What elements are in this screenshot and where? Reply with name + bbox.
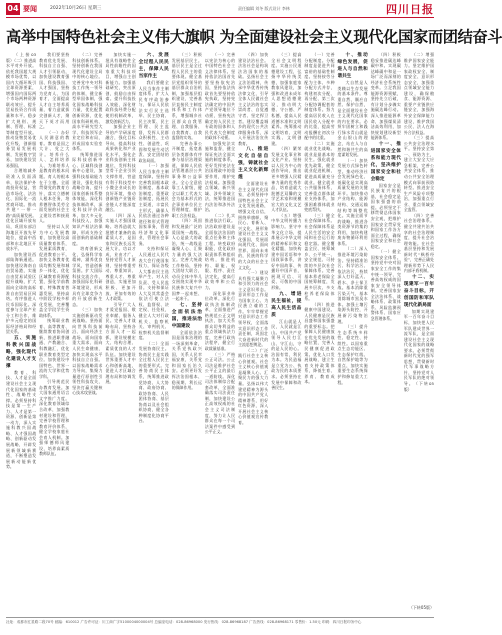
paragraph: 引导规范民办教育发展。加大国家通用语言文字推广力度。深化教育领域综合改革，加强教材建设和管理，完善学校管理和教育评价体系，健全学校家庭社会育人机制。加强师德师风建设，培养高素质教师队伍。 <box>39 379 70 457</box>
paragraph: （三）提升生态系统多样性、稳定性、持续性。以国家重点生态功能区、生态保护红线、自然保护地等为重点，加快实施重要生态系统保护和修复重大工程。 <box>337 324 368 385</box>
article-column <box>105 52 135 614</box>
paragraph: （一）加快发展方式绿色转型。推动经济社会发展绿色化、低碳化是实现高质量发展的关键环节。加快推动产业结构、能源结构、交通运输结构等调整优化。实施全面节约战略，推进各类资源节约集约利用，加快构建废弃物循环利用体系。 <box>337 157 368 246</box>
header-bar <box>6 3 434 15</box>
paragraph: （一）完善以宪法为核心的中国特色社会主义法律体系。坚持依法治国首先要坚持依宪治国，坚持依法执政首先要坚持依宪执政，坚持宪法确定的中国共产党领导地位不动摇，坚持宪法确定的人民民主专政的国体和人民代表大会制度的政体不动摇。 <box>204 52 236 141</box>
paragraph: （四）繁荣发展文化事业和文化产业。坚持以人民为中心的创作导向，推出更多增强人民精神力量的优秀作品，培育造就大批德艺双馨的文学艺术家和规模宏大的文化文艺人才队伍。 <box>271 146 302 213</box>
article-column <box>404 52 434 614</box>
paragraph: 全面建设社会主义现代化国家，必须坚持中国特色社会主义文化发展道路，增强文化自信，围绕举旗帜、聚民心、育新人、兴文化、展形象建设社会主义文化强国，发展面向现代化、面向世界、面向未来的，民族的科学的大众的社会主义文化。 <box>238 181 269 270</box>
paragraph: （二）广泛践行社会主义核心价值观。社会主义核心价值观是凝聚人心、汇聚民力的强大力量。弘扬以伟大建党精神为源头的中国共产党人精神谱系，用好红色资源，深入开展社会主义核心价值观宣传教育。 <box>238 347 269 425</box>
main-headline: 高举中国特色社会主义伟大旗帜 为全面建设社会主义现代化国家而团结奋斗 <box>6 28 502 46</box>
article-column <box>338 52 368 614</box>
paragraph: （一）健全国家安全体系。坚持党中央对国家安全工作的集中统一领导，完善高效权威的国家安全领导体制。完善国家安全法治体系、战略体系、政策体系、风险监测预警体系、国家应急管理体系。 <box>370 249 401 321</box>
article-column <box>72 52 102 614</box>
paragraph: （四）完善社会治理体系。健全共建共治共享的社会治理制度，提升社会治理效能。在社会基层坚持和发展新时代“枫桥经验”，完善正确处理新形势下人民内部矛盾机制。 <box>403 212 434 274</box>
paragraph: （二）完善科技创新体系。坚持创新在我国现代化建设全局中的核心地位。完善党中央对科技工作统一领导的体制，健全新型举国体制，强化国家战略科技力量，优化配置创新资源，优化国家科研机构、高水平研究型大学、科技领军企业定位和布局，形成国家实验室体系。 <box>72 52 103 152</box>
section-heading: 十、推动绿色发展，促进人与自然和谐共生 <box>337 53 368 79</box>
footer-info: 社址：成都市红星路二段70号 邮编：610012 广告许可证：川工商广字5100004000004号 总编室电话：028-86968000 发行热线：028-86968187 广告热线：028-86968171 零售价：1.50元 印刷：四川日报印务中心 <box>6 620 362 624</box>
page-number: 04 <box>7 4 19 13</box>
continued-note: （下转05版） <box>408 605 434 610</box>
paragraph: （四）推进健康中国建设。人民健康是民族昌盛和国家强盛的重要标志。把保障人民健康放在优先发展的战略位置，完善人民健康促进政策。优化人口发展战略，建立生育支持政策体系，降低生育、养育、教育成本。 <box>304 301 335 385</box>
paragraph: （三）提高全社会文明程度。实施公民道德建设工程，弘扬中华传统美德，加强家庭家教家风建设，加强和改进未成年人思想道德建设，推动明大德、守公德、严私德，提高人民道德水准和文明素养。统筹推动文明培育、文明实践、文明创建。 <box>271 52 302 146</box>
article-column <box>238 52 268 614</box>
paragraph: （上接03版）（二）推进高水平对外开放。依托我国超大规模市场优势，以国内大循环吸引全球资源要素，增强国内国际两个市场两种资源联动效应，提升贸易投资合作质量和水平。稳步扩大规则、规制、管理、标准等制度型开放。推动货物贸易优化升级，创新服务贸易发展机制，发展数字贸易，加快建设贸易强国。 <box>6 52 37 168</box>
paragraph: 统筹推进国际科技创新中心、区域科技创新中心建设，加强科技基础能力建设，强化科技战略咨询，提升国家创新体系整体效能。深化科技体制改革，深化科技评价改革，加大多元化科技投入，加强知识产权法治保障，形成支持全面创新的基础制度。 <box>72 151 103 246</box>
paragraph: （二）深入推进环境污染防治。坚持精准治污、科学治污、依法治污，持续深入打好蓝天、碧水、净土保卫战。基本消除重污染天气，基本消除城市黑臭水体。加强土壤污染源头防控，开展新污染物治理。 <box>337 246 368 324</box>
section-heading: 五、实施科教兴国战略，强化现代化建设人才支撑 <box>6 335 37 369</box>
paragraph: （三）健全社会保障体系。社会保障体系是人民生活的安全网和社会运行的稳定器。健全覆盖全民、统筹城乡、公平统一、安全规范、可持续的多层次社会保障体系。完善基本养老保险全国统筹制度，发展多层次、多支柱养老保险体系。 <box>304 212 335 302</box>
masthead-logo: 四川日报 <box>386 3 434 16</box>
section-name: 要闻 <box>23 5 37 13</box>
paragraph: 坚持以人民为中心发展教育，加快建设高质量教育体系，发展素质教育，促进教育公平。加快义务教育优质均衡发展和城乡一体化，优化区域教育资源配置，强化学前教育、特殊教育普惠发展，坚持高中阶段学校多样化发展，完善覆盖全学段学生资助体系。 <box>39 223 70 318</box>
paragraph: （二）增强维护国家安全能力。坚定维护国家政权安全、制度安全、意识形态安全，加强重点领域安全能力建设，确保粮食、能源资源、重要产业链供应链安全，加强海外安全保障能力建设，维护我国公民、法人在海外合法权益。 <box>403 52 434 135</box>
paragraph: （三）提高公共安全治理水平。坚持安全第一、预防为主，建立大安全大应急框架，完善公共安全体系，推动公共安全治理模式向事前预防转型。推进安全生产风险专项整治，加强重点行业、重点领域安全监管。 <box>403 135 434 213</box>
paragraph: （一）建设具有强大凝聚力和引领力的社会主义意识形态。意识形态工作是为国家立心、为民族立魂的工作。牢牢掌握党对意识形态工作领导权，全面落实意识形态工作责任制，巩固壮大奋进新时代的主流思想舆论。 <box>238 270 269 348</box>
article-column <box>271 52 301 614</box>
paragraph: 支持和保证人民通过人民代表大会行使国家权力，保证各级人大都由民主选举产生、对人民负责、受人民监督。支持和保证人大及其常委会依法行使立法权、监督权、决定权、任免权，健全人大对行政机关、监察机关、审判机关、检察机关监督制度。 <box>138 246 169 341</box>
section-heading: 十二、实现建军一百年奋斗目标，开创国防和军队现代化新局面 <box>403 274 434 308</box>
issue-date: 2022年10月26日 星期三 <box>50 6 102 11</box>
paragraph: （四）深入实施人才强国战略。培养造就大批德才兼备的高素质人才，是国家和民族长远发展大计。功以才成，业由才广。坚持党管人才原则，坚持尊重劳动、尊重知识、尊重人才、尊重创造，实施更加积极、更加开放、更加有效的人才政策。 <box>105 212 136 302</box>
paragraph: （一）加强人民当家作主制度保障。坚持和完善我国根本政治制度、基本政治制度、重要政治制度，拓展民主渠道，丰富民主形式，确保人民依法通过各种途径和形式管理国家事务，管理经济和文化事业，管理社会事务。 <box>138 163 169 246</box>
article-column <box>139 52 169 614</box>
paragraph: （二）实施就业优先战略。就业是最基本的民生。强化就业优先政策，健全就业促进机制，促进高质量充分就业。健全就业公共服务体系，完善重点群体就业支持体系，加强困难群体就业兜底帮扶。 <box>304 140 335 213</box>
paragraph: 引导广大人才爱党报国、敬业奉献、服务人民。完善人才战略布局，坚持各方面人才一起抓，建设规模宏大、结构合理、素质优良的人才队伍。加快建设世界重要人才中心和创新高地，促进人才区域合理布局和协调发展。 <box>105 301 136 385</box>
article-column <box>205 52 235 614</box>
paragraph: 加强企业主导的产学研深度融合，强化目标导向，提高科技成果转化和产业化水平。强化企业科技创新主体地位，发挥科技型骨干企业引领支撑作用，营造有利于科技型中小微企业成长的良好环境，推动创新链产业链资金链人才链深度融合。 <box>105 124 136 213</box>
paragraph: 合理缩减外资准入负面清单，依法保护外商投资权益，营造市场化、法治化、国际化一流营商环境。推动共建“一带一路”高质量发展。优化区域开放布局，巩固东部沿海地区开放先导地位，提高中西部和东北地区开放水平。 <box>6 168 37 252</box>
paragraph: 加快建设西部陆海新通道。加快建设海南自由贸易港，实施自由贸易试验区提升战略，扩大面向全球的高标准自由贸易区网络。有序推进人民币国际化。深度参与全球产业分工和合作，维护多元稳定的国际经济格局和经贸关系。 <box>6 251 37 335</box>
paragraph: （一）完善分配制度。分配制度是促进共同富裕的基础性制度。坚持按劳分配为主体、多种分配方式并存，构建初次分配、再分配、第三次分配协调配套的制度体系。努力提高居民收入在国民收入分配中的比重，提高劳动报酬在初次分配中的比重。 <box>304 52 335 141</box>
paragraph: （三）加快实施创新驱动发展战略。坚持面向世界科技前沿、面向经济主战场、面向国家重大需求、面向人民生命健康，加快实现高水平科技自立自强。以国家战略需求为导向，集聚力量进行原创性引领性科技攻关，坚决打赢关键核心技术攻坚战。 <box>72 307 103 396</box>
paragraph: 加强宪法实施和监督，健全保证宪法全面实施的制度体系，更好发挥宪法在治国理政中的重要作用，维护宪法权威。加强重点领域、新兴领域、涉外领域立法，统筹推进国内法治和涉外法治。 <box>204 140 236 213</box>
paragraph: 大自然是人类赖以生存发展的基本条件。尊重自然、顺应自然、保护自然，是全面建设社会主义现代化国家的内在要求。必须牢固树立和践行绿水青山就是金山银山的理念，站在人与自然和谐共生的高度谋划发展。 <box>337 80 368 158</box>
paragraph: 全面依法治国是国家治理的一场深刻革命，关系党执政兴国，关系人民幸福安康，关系党和国家长治久安。必须更好发挥法治固根本、稳预期、利长远的保障作用。 <box>171 329 202 391</box>
article-columns <box>6 52 434 614</box>
header-rule <box>6 17 434 18</box>
paragraph: （四）积极稳妥推进碳达峰碳中和。实现碳达峰碳中和是一场广泛而深刻的经济社会系统性变革。立足我国能源资源禀赋，坚持先立后破，有计划分步骤实施碳达峰行动。深入推进能源革命，加强煤炭清洁高效利用，加快规划建设新型能源体系。 <box>370 52 401 141</box>
section-heading: 十一、推进国家安全体系和能力现代化，坚决维护国家安全和社会稳定 <box>370 141 401 182</box>
paragraph: 国家安全是民族复兴的根基，社会稳定是国家强盛的前提。必须坚定不移贯彻总体国家安全观，把维护国家安全贯穿党和国家工作各方面全过程，确保国家安全和社会稳定。 <box>370 182 401 249</box>
paragraph: 我们要健全人民当家作主制度体系，扩大人民有序政治参与，保证人民依法实行民主选举、民主协商、民主决策、民主管理、民主监督，发挥人民群众积极性、主动性、创造性，巩固和发展生动活泼、安定团结的政治局面。 <box>138 80 169 163</box>
paragraph: 教育、科技、人才是全面建设社会主义现代化国家的基础性、战略性支撑。必须坚持科技是第一生产力、人才是第一资源、创新是第一动力，深入实施科教兴国战略、人才强国战略、创新驱动发展战略，开辟发展新领域新赛道，不断塑造发展新动能新优势。 <box>6 369 37 470</box>
paragraph: （二）扎实推进依法行政。法治政府建设是全面依法治国的重点任务和主体工程。转变政府职能，优化政府职责体系和组织结构，推进机构、职能、权限、程序、责任法定化，提高行政效率和公信力。 <box>204 212 236 290</box>
paragraph: 江山就是人民，人民就是江山。中国共产党领导人民打江山、守江山，守的是人民的心。治国有常，利民为本。为民造福是立党为公、执政为民的本质要求。必须坚持在发展中保障和改善民生。 <box>271 318 302 391</box>
paragraph: 统筹职业教育、高等教育、继续教育协同创新，推进职普融通、产教融合、科教融汇，优化职业教育类型定位。加快建设中国特色、世界一流的大学和优势学科。 <box>39 318 70 379</box>
section-heading: 九、增进民生福祉，提高人民生活品质 <box>271 291 302 318</box>
paragraph: 完善办事公开制度，拓宽基层各类群体有序参与基层治理渠道，保障人民依法管理基层公共事务和公益事业。全心全意依靠工人阶级，健全以职工代表大会为基本形式的企事业单位民主管理制度，维护职工合法权益。 <box>171 140 202 218</box>
paragraph: （三）积极发展基层民主。基层民主是全过程人民民主的重要体现。健全基层党组织领导的基层群众自治机制，加强基层组织建设，完善基层直接民主制度体系和工作体系，增强城乡社区群众自我管理、自我服务、自我教育、自我监督的实效。 <box>171 52 202 141</box>
paragraph: 深化事业单位改革。深化行政执法体制改革，全面推进严格规范公正文明执法，加大关系群众切身利益的重点领域执法力度，完善行政执法程序，健全行政裁量基准。 <box>204 290 236 351</box>
article-column <box>6 52 36 614</box>
paragraph: 加快实施一批具有战略性全局性前瞻性的国家重大科技项目，增强自主创新能力。加强基础研究，突出原创，鼓励自由探索。提升科技投入效能，深化财政科技经费分配使用机制改革，激发创新活力。 <box>105 52 136 124</box>
footer-rule <box>6 617 434 618</box>
paragraph: 培育创新文化，弘扬科学家精神，涵养优良学风，营造创新氛围。扩大国际科技交流合作，加强国际化科研环境建设，形成具有全球竞争力的开放创新生态。 <box>72 246 103 307</box>
paragraph: 我们要坚持教育优先发展、科技自立自强、人才引领驱动，加快建设教育强国、科技强国、人才强国，坚持为党育人、为国育才，全面提高人才自主培养质量，着力造就拔尖创新人才，聚天下英才而用之。 <box>39 52 70 130</box>
article-column <box>371 52 401 614</box>
paragraph: （二）全面发展协商民主。协商民主是实践全过程人民民主的重要形式。完善协商民主体系，统筹推进政党协商、人大协商、政府协商、政协协商、人民团体协商、基层协商以及社会组织协商，健全各种制度化协商平台。 <box>138 340 169 424</box>
paragraph: （一）办好人民满意的教育。教育是国之大计、党之大计。培养什么人、怎样培养人、为谁培养人是教育的根本问题。育人的根本在于立德。全面贯彻党的教育方针，落实立德树人根本任务，培养德智体美劳全面发展的社会主义建设者和接班人。 <box>39 129 70 224</box>
article-column <box>39 52 69 614</box>
paragraph: （五）增强中华文明传播力影响力。坚守中华文化立场，提炼展示中华文明的精神标识和文化精髓，加快构建中国话语和中国叙事体系，讲好中国故事、传播好中国声音，展现可信、可爱、可敬的中国形象。 <box>271 212 302 290</box>
section-heading: 六、发展全过程人民民主，保障人民当家作主 <box>138 53 169 79</box>
paragraph: （三）严格公正司法。公正司法是维护社会公平正义的最后一道防线。深化司法体制综合配套改革，全面准确落实司法责任制，加快建设公正高效权威的社会主义司法制度，努力让人民群众在每一个司法案件中感受到公平正义。 <box>204 351 236 435</box>
paragraph: 如期实现建军一百年奋斗目标，加快把人民军队建成世界一流军队，是全面建设社会主义现代化国家的战略要求。必须贯彻新时代党的强军思想，贯彻新时代军事战略方针，坚持党对人民军队的绝对领导。（下转05版） <box>403 308 434 392</box>
paragraph: （四）巩固和发展最广泛的爱国统一战线。人心是最大的政治，统一战线是凝聚人心、汇聚力量的强大法宝。完善大统战工作格局，坚持大团结大联合，动员全体中华儿女围绕实现中华民族伟大复兴中国梦一起来想、一起来干。 <box>171 218 202 302</box>
paragraph: （四）加快建设法治社会。法治社会是构筑法治国家的基础。弘扬社会主义法治精神，传承中华优秀传统法律文化，引导全体人民做社会主义法治的忠实崇尚者、自觉遵守者、坚定捍卫者。建设覆盖城乡的现代公共法律服务体系，深入开展法治宣传教育。 <box>238 52 269 146</box>
article-column <box>172 52 202 614</box>
editor-credits: 责任编辑 刘冬 版式设计 李林 <box>238 6 290 11</box>
article-column <box>304 52 334 614</box>
section-heading: 七、坚持全面依法治国，推进法治中国建设 <box>171 302 202 329</box>
section-heading: 八、推进文化自信自强，铸就社会主义文化新辉煌 <box>238 147 269 181</box>
